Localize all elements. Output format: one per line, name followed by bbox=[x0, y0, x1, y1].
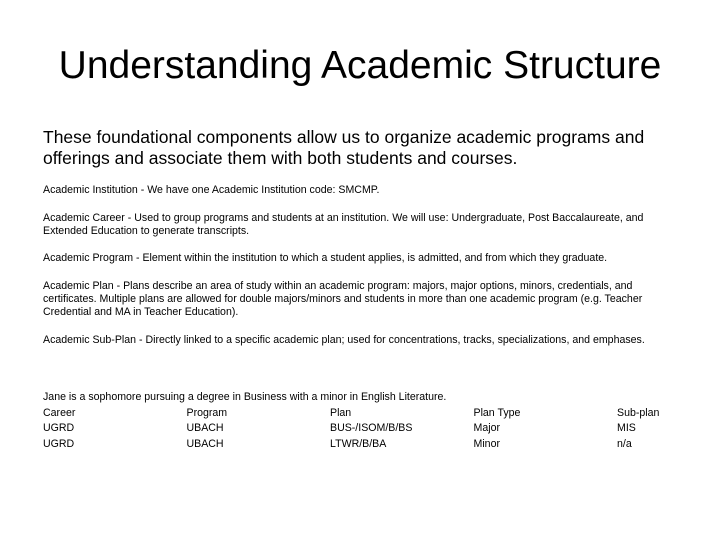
definition-term: Academic Institution bbox=[43, 184, 138, 196]
definition-text: - Plans describe an area of study within an academic program: majors, major options, minors, credentials, and certificates. Multiple plans are allowed for double majors/minors and students in more than one academic program (e.g. Teacher Credential and MA in Teacher Education). bbox=[43, 280, 643, 318]
slide-title: Understanding Academic Structure bbox=[58, 44, 662, 87]
cell-plan-type: Major bbox=[473, 422, 500, 434]
definition-text: - Used to group programs and students at an institution. We will use: Undergraduate, Post Baccalaureate, and Extended Education to generate transcripts. bbox=[43, 211, 644, 237]
cell-sub-plan: n/a bbox=[617, 437, 632, 450]
example-row bbox=[43, 437, 683, 453]
header-plan: Plan bbox=[330, 406, 352, 419]
cell-career: UGRD bbox=[43, 437, 75, 450]
definition-term: Academic Career bbox=[43, 211, 125, 224]
definition-term: Academic Program bbox=[43, 252, 134, 265]
header-sub-plan: Sub-plan bbox=[617, 406, 660, 419]
header-career: Career bbox=[43, 406, 76, 419]
cell-career: UGRD bbox=[43, 422, 75, 434]
example-section bbox=[43, 390, 683, 452]
cell-plan: LTWR/B/BA bbox=[330, 437, 387, 450]
cell-plan: BUS-/ISOM/B/BS bbox=[330, 422, 413, 434]
cell-program: UBACH bbox=[186, 422, 224, 434]
header-plan-type: Plan Type bbox=[473, 406, 521, 419]
definition-term: Academic Sub-Plan bbox=[43, 333, 137, 346]
definition-term: Academic Plan bbox=[43, 280, 114, 293]
definition-academic-program bbox=[43, 252, 683, 265]
example-sentence: Jane is a sophomore pursuing a degree in Business with a minor in English Literature. bbox=[43, 391, 447, 403]
cell-program: UBACH bbox=[186, 437, 224, 450]
example-header-row bbox=[43, 406, 683, 422]
cell-sub-plan: MIS bbox=[617, 422, 636, 434]
header-program: Program bbox=[186, 406, 228, 419]
definition-text: - Directly linked to a specific academic plan; used for concentrations, tracks, specializations, and emphases. bbox=[136, 333, 645, 346]
definitions-list bbox=[43, 184, 683, 361]
definition-academic-institution bbox=[43, 184, 683, 197]
definition-academic-career bbox=[43, 212, 683, 238]
definition-academic-plan bbox=[43, 280, 683, 318]
definition-academic-sub-plan bbox=[43, 334, 683, 347]
definition-text: - Element within the institution to which a student applies, is admitted, and from which they graduate. bbox=[133, 252, 608, 265]
example-row bbox=[43, 421, 683, 437]
intro-paragraph: These foundational components allow us to organize academic programs and offerings and associate them with both students and courses. bbox=[43, 127, 645, 168]
cell-plan-type: Minor bbox=[473, 437, 500, 450]
definition-text: - We have one Academic Institution code: SMCMP. bbox=[137, 184, 380, 196]
